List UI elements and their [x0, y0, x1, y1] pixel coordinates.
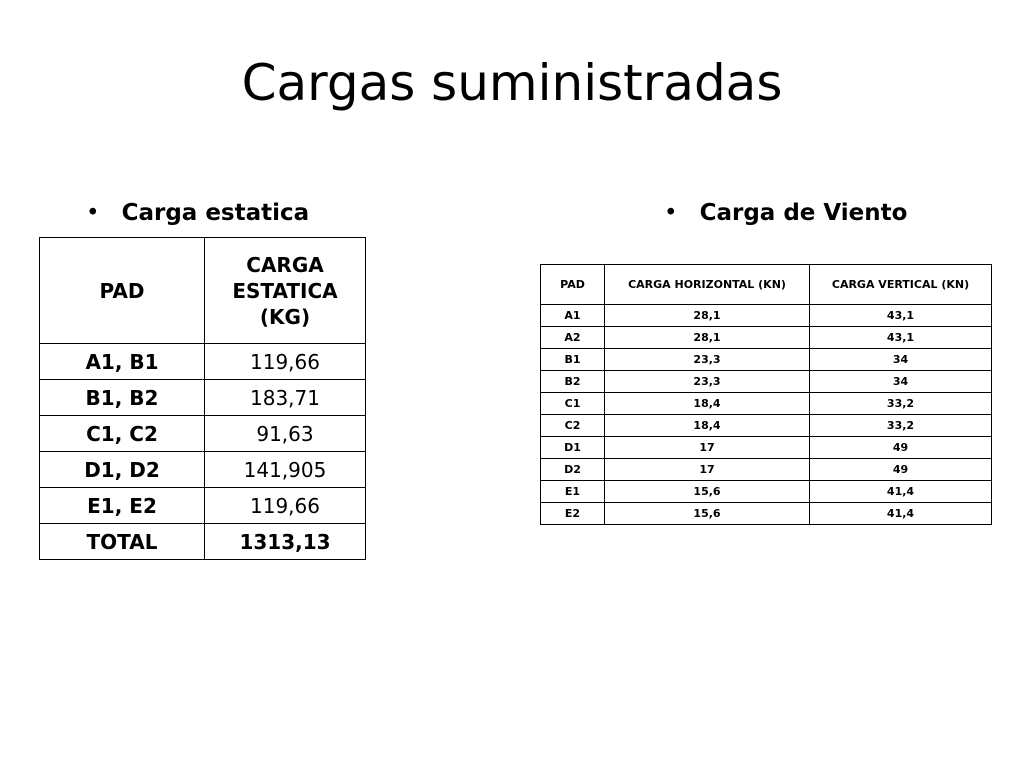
table-header-row — [541, 265, 992, 305]
table-row — [541, 503, 992, 525]
vertical-cell: 34 — [810, 349, 992, 371]
load-cell: 141,905 — [205, 452, 366, 488]
header-pad: PAD — [541, 265, 605, 305]
vertical-cell: 33,2 — [810, 393, 992, 415]
pad-cell: C1 — [541, 393, 605, 415]
horizontal-cell: 15,6 — [605, 503, 810, 525]
bullet-dot-icon: • — [86, 200, 100, 226]
table-row — [40, 416, 366, 452]
horizontal-cell: 17 — [605, 437, 810, 459]
vertical-cell: 41,4 — [810, 503, 992, 525]
table-row — [40, 380, 366, 416]
table-total-row — [40, 524, 366, 560]
total-value: 1313,13 — [205, 524, 366, 560]
pad-cell: C1, C2 — [40, 416, 205, 452]
table-row — [541, 437, 992, 459]
horizontal-cell: 28,1 — [605, 327, 810, 349]
load-cell: 119,66 — [205, 488, 366, 524]
table-row — [541, 393, 992, 415]
header-pad: PAD — [40, 238, 205, 344]
table-row — [40, 452, 366, 488]
vertical-cell: 49 — [810, 437, 992, 459]
horizontal-cell: 23,3 — [605, 371, 810, 393]
horizontal-cell: 23,3 — [605, 349, 810, 371]
table-row — [541, 371, 992, 393]
pad-cell: A1 — [541, 305, 605, 327]
horizontal-cell: 28,1 — [605, 305, 810, 327]
pad-cell: B1, B2 — [40, 380, 205, 416]
bullet-wind-load-label: Carga de Viento — [699, 200, 908, 226]
horizontal-cell: 18,4 — [605, 393, 810, 415]
table-row — [541, 305, 992, 327]
pad-cell: E1 — [541, 481, 605, 503]
header-line: (KG) — [259, 304, 311, 329]
load-cell: 119,66 — [205, 344, 366, 380]
pad-cell: E1, E2 — [40, 488, 205, 524]
pad-cell: B2 — [541, 371, 605, 393]
header-vertical-load: CARGA VERTICAL (KN) — [810, 265, 992, 305]
bullet-wind-load — [664, 202, 907, 225]
table-row — [40, 344, 366, 380]
table-row — [541, 349, 992, 371]
table-row — [541, 415, 992, 437]
total-label: TOTAL — [40, 524, 205, 560]
bullet-dot-icon: • — [664, 200, 678, 226]
table-header-row — [40, 238, 366, 344]
static-load-table — [39, 237, 366, 560]
pad-cell: D1 — [541, 437, 605, 459]
wind-load-table — [540, 264, 992, 525]
table-row — [40, 488, 366, 524]
load-cell: 91,63 — [205, 416, 366, 452]
pad-cell: B1 — [541, 349, 605, 371]
vertical-cell: 43,1 — [810, 305, 992, 327]
vertical-cell: 33,2 — [810, 415, 992, 437]
vertical-cell: 41,4 — [810, 481, 992, 503]
bullet-static-load — [86, 202, 309, 225]
vertical-cell: 34 — [810, 371, 992, 393]
bullet-static-load-label: Carga estatica — [121, 200, 310, 226]
header-horizontal-load: CARGA HORIZONTAL (KN) — [605, 265, 810, 305]
header-line: ESTATICA — [232, 278, 338, 303]
pad-cell: D2 — [541, 459, 605, 481]
header-static-load — [205, 238, 366, 344]
table-row — [541, 481, 992, 503]
pad-cell: A2 — [541, 327, 605, 349]
vertical-cell: 49 — [810, 459, 992, 481]
horizontal-cell: 18,4 — [605, 415, 810, 437]
table-row — [541, 327, 992, 349]
table-row — [541, 459, 992, 481]
pad-cell: A1, B1 — [40, 344, 205, 380]
horizontal-cell: 17 — [605, 459, 810, 481]
vertical-cell: 43,1 — [810, 327, 992, 349]
pad-cell: C2 — [541, 415, 605, 437]
pad-cell: E2 — [541, 503, 605, 525]
horizontal-cell: 15,6 — [605, 481, 810, 503]
load-cell: 183,71 — [205, 380, 366, 416]
header-line: CARGA — [246, 252, 324, 277]
slide-title: Cargas suministradas — [241, 54, 783, 112]
pad-cell: D1, D2 — [40, 452, 205, 488]
